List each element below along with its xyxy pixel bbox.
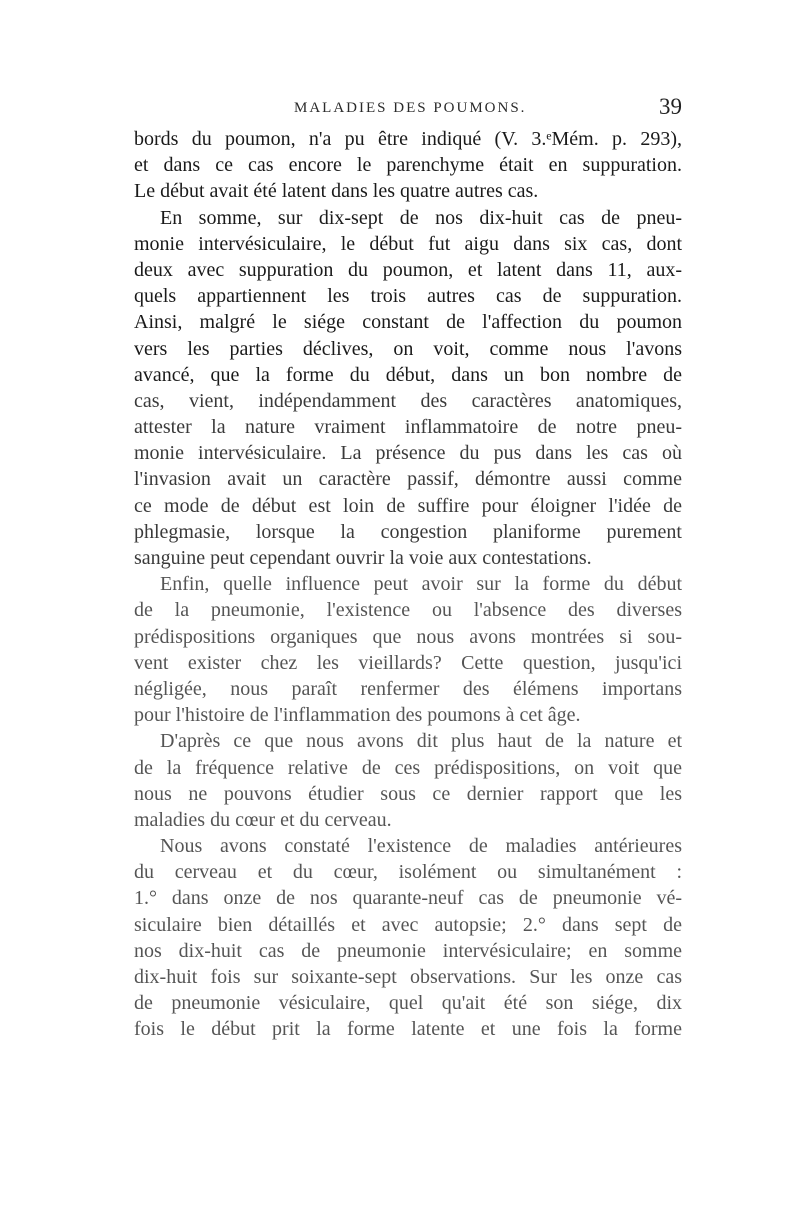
text-line: D'après ce que nous avons dit plus haut de la nature et (160, 730, 682, 753)
text-line: négligée, nous paraît renfermer des élémens importans (134, 677, 682, 700)
text-line: ce mode de début est loin de suffire pour éloigner l'idée de (134, 494, 682, 517)
text-line: maladies du cœur et du cerveau. (134, 808, 392, 831)
text-line: cas, vient, indépendamment des caractères anatomiques, (134, 389, 682, 412)
running-head: MALADIES DES POUMONS. (294, 100, 527, 116)
text-line: attester la nature vraiment inflammatoire de notre pneu- (134, 416, 682, 439)
text-line: 1.° dans onze de nos quarante-neuf cas de pneumonie vé- (134, 887, 682, 910)
text-line: nous ne pouvons étudier sous ce dernier rapport que les (134, 782, 682, 805)
text-line: siculaire bien détaillés et avec autopsie; 2.° dans sept de (134, 913, 682, 936)
text-line: sanguine peut cependant ouvrir la voie aux contestations. (134, 547, 592, 569)
text-line: monie intervésiculaire, le début fut aigu dans six cas, dont (134, 232, 682, 255)
text-line: bords du poumon, n'a pu être indiqué (V. 3.ᵉMém. p. 293), (134, 128, 682, 150)
text-line: Nous avons constaté l'existence de maladies antérieures (160, 835, 682, 858)
text-line: fois le début prit la forme latente et une fois la forme (134, 1018, 682, 1041)
text-line: de pneumonie vésiculaire, quel qu'ait été son siége, dix (134, 992, 682, 1015)
text-line: quels appartiennent les trois autres cas de suppuration. (134, 285, 682, 308)
text-line: pour l'histoire de l'inflammation des poumons à cet âge. (134, 704, 581, 727)
text-line: nos dix-huit cas de pneumonie intervésiculaire; en somme (134, 939, 682, 962)
text-line: prédispositions organiques que nous avons montrées si sou- (134, 625, 682, 648)
text-line: de la fréquence relative de ces prédispositions, on voit que (134, 756, 682, 779)
text-line: deux avec suppuration du poumon, et latent dans 11, aux- (134, 258, 682, 281)
page-number: 39 (659, 94, 682, 119)
text-line: Le début avait été latent dans les quatre autres cas. (134, 180, 539, 203)
text-line: phlegmasie, lorsque la congestion planiforme purement (134, 520, 682, 543)
text-line: Ainsi, malgré le siége constant de l'affection du poumon (134, 311, 682, 334)
text-line: En somme, sur dix-sept de nos dix-huit cas de pneu- (160, 206, 682, 229)
text-line: avancé, que la forme du début, dans un bon nombre de (134, 363, 682, 386)
text-line: Enfin, quelle influence peut avoir sur la forme du début (160, 573, 682, 596)
text-line: vers les parties déclives, on voit, comme nous l'avons (134, 337, 682, 360)
body-text (134, 126, 682, 1043)
text-line: de la pneumonie, l'existence ou l'absence des diverses (134, 599, 682, 622)
text-line: monie intervésiculaire. La présence du pus dans les cas où (134, 442, 682, 465)
text-line: l'invasion avait un caractère passif, démontre aussi comme (134, 468, 682, 491)
text-line: du cerveau et du cœur, isolément ou simultanément : (134, 861, 682, 884)
text-line: dix-huit fois sur soixante-sept observations. Sur les onze cas (134, 966, 682, 988)
text-line: et dans ce cas encore le parenchyme était en suppuration. (134, 154, 682, 177)
text-line: vent exister chez les vieillards? Cette question, jusqu'ici (134, 651, 682, 674)
page-header (134, 94, 682, 124)
